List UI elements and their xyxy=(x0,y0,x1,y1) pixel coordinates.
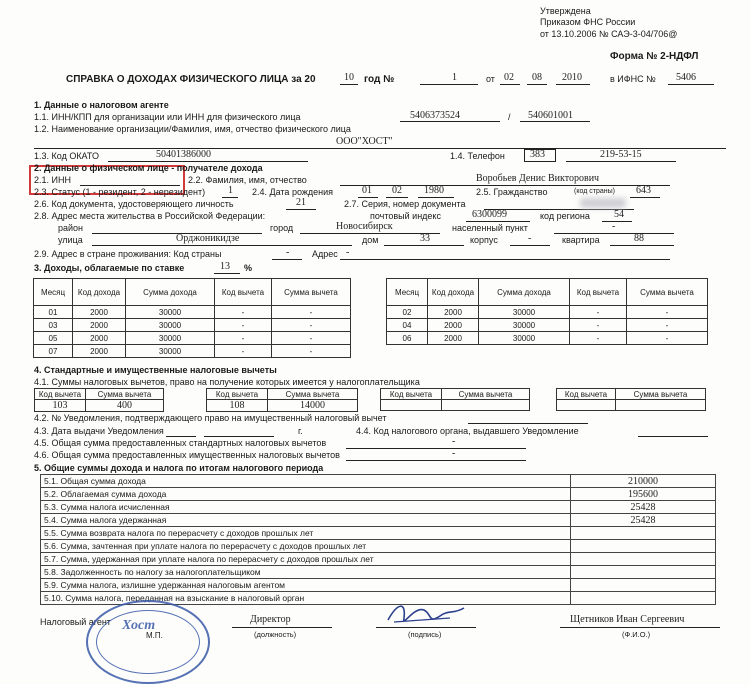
birth-month: 02 xyxy=(392,185,402,196)
s2-heading: 2. Данные о физическом лице - получателе дохода xyxy=(34,163,263,173)
table-row: 04 2000 30000 - - xyxy=(387,319,708,332)
kvartira: 88 xyxy=(634,233,644,244)
s4-l43: 4.3. Дата выдачи Уведомления xyxy=(34,426,164,436)
citizenship-code: 643 xyxy=(636,185,651,196)
table-row: 5.7. Сумма, удержанная при уплате налога по перерасчету с доходов прошлых лет xyxy=(41,553,716,566)
income-table-left xyxy=(33,278,351,358)
table-row: 5.1. Общая сумма дохода 210000 xyxy=(41,475,716,488)
s2-l22: 2.2. Фамилия, имя, отчество xyxy=(188,175,307,185)
agent-phone: 219-53-15 xyxy=(600,149,642,160)
th-income-code: Код дохода xyxy=(73,279,126,306)
s4-l45-value: - xyxy=(452,436,456,447)
doc-code: 21 xyxy=(296,197,306,208)
s1-heading: 1. Данные о налоговом агенте xyxy=(34,100,169,110)
title-year: 2010 xyxy=(562,72,582,83)
street: Орджоникидзе xyxy=(176,233,240,244)
street-label: улица xyxy=(58,235,83,245)
table-row: 5.8. Задолженность по налогу за налогоплательщиком xyxy=(41,566,716,579)
s1-l12: 1.2. Наименование организации/Фамилия, имя, отчество физического лица xyxy=(34,124,351,134)
table-row: 05 2000 30000 - - xyxy=(34,332,351,345)
s2-l26: 2.6. Код документа, удостоверяющего личность xyxy=(34,199,234,209)
birth-year: 1980 xyxy=(424,185,444,196)
deduction-table-3: Код вычета Сумма вычета xyxy=(380,388,530,411)
s4-l43-g: г. xyxy=(298,426,303,436)
agent-okato: 50401386000 xyxy=(156,149,211,160)
country-code: - xyxy=(286,247,290,258)
form-name: Форма № 2-НДФЛ xyxy=(610,51,699,62)
footer-mp: М.П. xyxy=(146,631,163,640)
agent-phone-code: 383 xyxy=(530,149,545,160)
city-label: город xyxy=(270,223,294,233)
s2-l28: 2.8. Адрес места жительства в Российской Федерации: xyxy=(34,211,266,221)
s2-l23: 2.3. Статус (1 - резидент, 2 - нерезидент) xyxy=(34,187,206,197)
title-month: 08 xyxy=(532,72,542,83)
country-hint: (код страны) xyxy=(574,188,615,195)
rayon-label: район xyxy=(58,223,84,233)
s2-l24: 2.4. Дата рождения xyxy=(252,187,333,197)
agent-inn: 5406373524 xyxy=(410,110,460,121)
table-row: 5.6. Сумма, зачтенная при уплате налога по перерасчету с доходов прошлых лет xyxy=(41,540,716,553)
s4-l45: 4.5. Общая сумма предоставленных стандартных налоговых вычетов xyxy=(34,438,327,448)
income-table-right xyxy=(386,278,708,345)
s4-l44: 4.4. Код налогового органа, выдавшего Уведомление xyxy=(356,426,579,436)
th-month: Месяц xyxy=(387,279,428,306)
doc-title: СПРАВКА О ДОХОДАХ ФИЗИЧЕСКОГО ЛИЦА за 20 xyxy=(66,74,316,85)
s4-l46: 4.6. Общая сумма предоставленных имущественных налоговых вычетов xyxy=(34,450,340,460)
s2-l21: 2.1. ИНН xyxy=(34,175,71,185)
stamp-seal: Хост xyxy=(86,600,210,684)
title-number: 1 xyxy=(452,72,457,83)
korpus: - xyxy=(528,233,532,244)
th-ded-sum: Сумма вычета xyxy=(272,279,351,306)
table-row: 02 2000 30000 - - xyxy=(387,306,708,319)
table-row: 5.3. Сумма налога исчисленная 25428 xyxy=(41,501,716,514)
footer-agent: Налоговый агент xyxy=(40,617,111,627)
s1-l14: 1.4. Телефон xyxy=(450,151,505,161)
city: Новосибирск xyxy=(336,221,393,232)
th-month: Месяц xyxy=(34,279,73,306)
addr-label: Адрес xyxy=(312,249,338,259)
th-income-sum: Сумма дохода xyxy=(479,279,570,306)
title-god-no: год № xyxy=(364,74,395,85)
korpus-label: корпус xyxy=(470,235,498,245)
table-row: 07 2000 30000 - - xyxy=(34,345,351,358)
s1-l13: 1.3. Код ОКАТО xyxy=(34,151,99,161)
th-income-code: Код дохода xyxy=(428,279,479,306)
punkt: - xyxy=(612,221,616,232)
s5-heading: 5. Общие суммы дохода и налога по итогам налогового периода xyxy=(34,463,324,473)
th-income-sum: Сумма дохода xyxy=(126,279,215,306)
table-row: 5.10. Сумма налога, переданная на взыскание в налоговый орган xyxy=(41,592,716,605)
table-row: 5.9. Сумма налога, излишне удержанная налоговым агентом xyxy=(41,579,716,592)
birth-day: 01 xyxy=(362,185,372,196)
table-row: 5.5. Сумма возврата налога по перерасчету с доходов прошлых лет xyxy=(41,527,716,540)
s1-l11: 1.1. ИНН/КПП для организации или ИНН для физического лица xyxy=(34,112,301,122)
table-row: 5.4. Сумма налога удержанная 25428 xyxy=(41,514,716,527)
table-row: 03 2000 30000 - - xyxy=(34,319,351,332)
dom-label: дом xyxy=(362,235,379,245)
addr: - xyxy=(346,247,350,258)
dom: 33 xyxy=(420,233,430,244)
footer-position: Директор xyxy=(250,614,291,625)
table-row: 5.2. Облагаемая сумма дохода 195600 xyxy=(41,488,716,501)
s2-l29: 2.9. Адрес в стране проживания: Код страны xyxy=(34,249,222,259)
postal-code: 6300099 xyxy=(472,209,507,220)
th-ded-code: Код вычета xyxy=(215,279,272,306)
agent-kpp: 540601001 xyxy=(528,110,573,121)
s4-l42: 4.2. № Уведомления, подтверждающего право на имущественный налоговый вычет xyxy=(34,413,387,423)
s4-l46-value: - xyxy=(452,448,456,459)
postal-label: почтовый индекс xyxy=(370,211,441,221)
person-status: 1 xyxy=(228,185,233,196)
inn-kpp-slash: / xyxy=(508,112,511,122)
approval-line-1: Утверждена xyxy=(540,6,591,16)
footer-name-caption: (Ф.И.О.) xyxy=(622,630,651,639)
deduction-table-4: Код вычета Сумма вычета xyxy=(556,388,706,411)
title-year-suffix: 10 xyxy=(344,72,354,83)
person-fio: Воробьев Денис Викторович xyxy=(476,173,600,184)
table-row: 01 2000 30000 - - xyxy=(34,306,351,319)
th-ded-sum: Сумма вычета xyxy=(627,279,708,306)
s4-l41: 4.1. Суммы налоговых вычетов, право на получение которых имеется у налогоплательщика xyxy=(34,377,420,387)
footer-signature-caption: (подпись) xyxy=(408,630,442,639)
agent-org-name: ООО"ХОСТ" xyxy=(336,136,393,147)
title-ot: от xyxy=(486,74,495,84)
footer-name: Щетников Иван Сергеевич xyxy=(570,614,685,625)
deduction-table-1: Код вычета Сумма вычета 103 400 xyxy=(34,388,164,412)
region-label: код региона xyxy=(540,211,590,221)
totals-table xyxy=(40,474,716,605)
title-day: 02 xyxy=(504,72,514,83)
redacted-doc-number xyxy=(580,198,626,208)
deduction-table-2: Код вычета Сумма вычета 108 14000 xyxy=(206,388,358,412)
approval-line-3: от 13.10.2006 № САЭ-3-04/706@ xyxy=(540,29,678,39)
s2-l27: 2.7. Серия, номер документа xyxy=(344,199,466,209)
kv-label: квартира xyxy=(562,235,600,245)
signature-image xyxy=(380,598,470,630)
th-ded-code: Код вычета xyxy=(570,279,627,306)
table-row: 06 2000 30000 - - xyxy=(387,332,708,345)
approval-line-2: Приказом ФНС России xyxy=(540,17,636,27)
tax-rate: 13 xyxy=(220,261,230,272)
footer-position-caption: (должность) xyxy=(254,630,297,639)
punkt-label: населенный пункт xyxy=(452,223,528,233)
region-code: 54 xyxy=(614,209,624,220)
s3-heading: 3. Доходы, облагаемые по ставке xyxy=(34,263,185,273)
ifns-number: 5406 xyxy=(676,72,696,83)
tax-rate-pct: % xyxy=(244,263,253,273)
s2-l25: 2.5. Гражданство xyxy=(476,187,548,197)
ifns-label: в ИФНС № xyxy=(610,74,656,84)
s4-heading: 4. Стандартные и имущественные налоговые вычеты xyxy=(34,365,277,375)
